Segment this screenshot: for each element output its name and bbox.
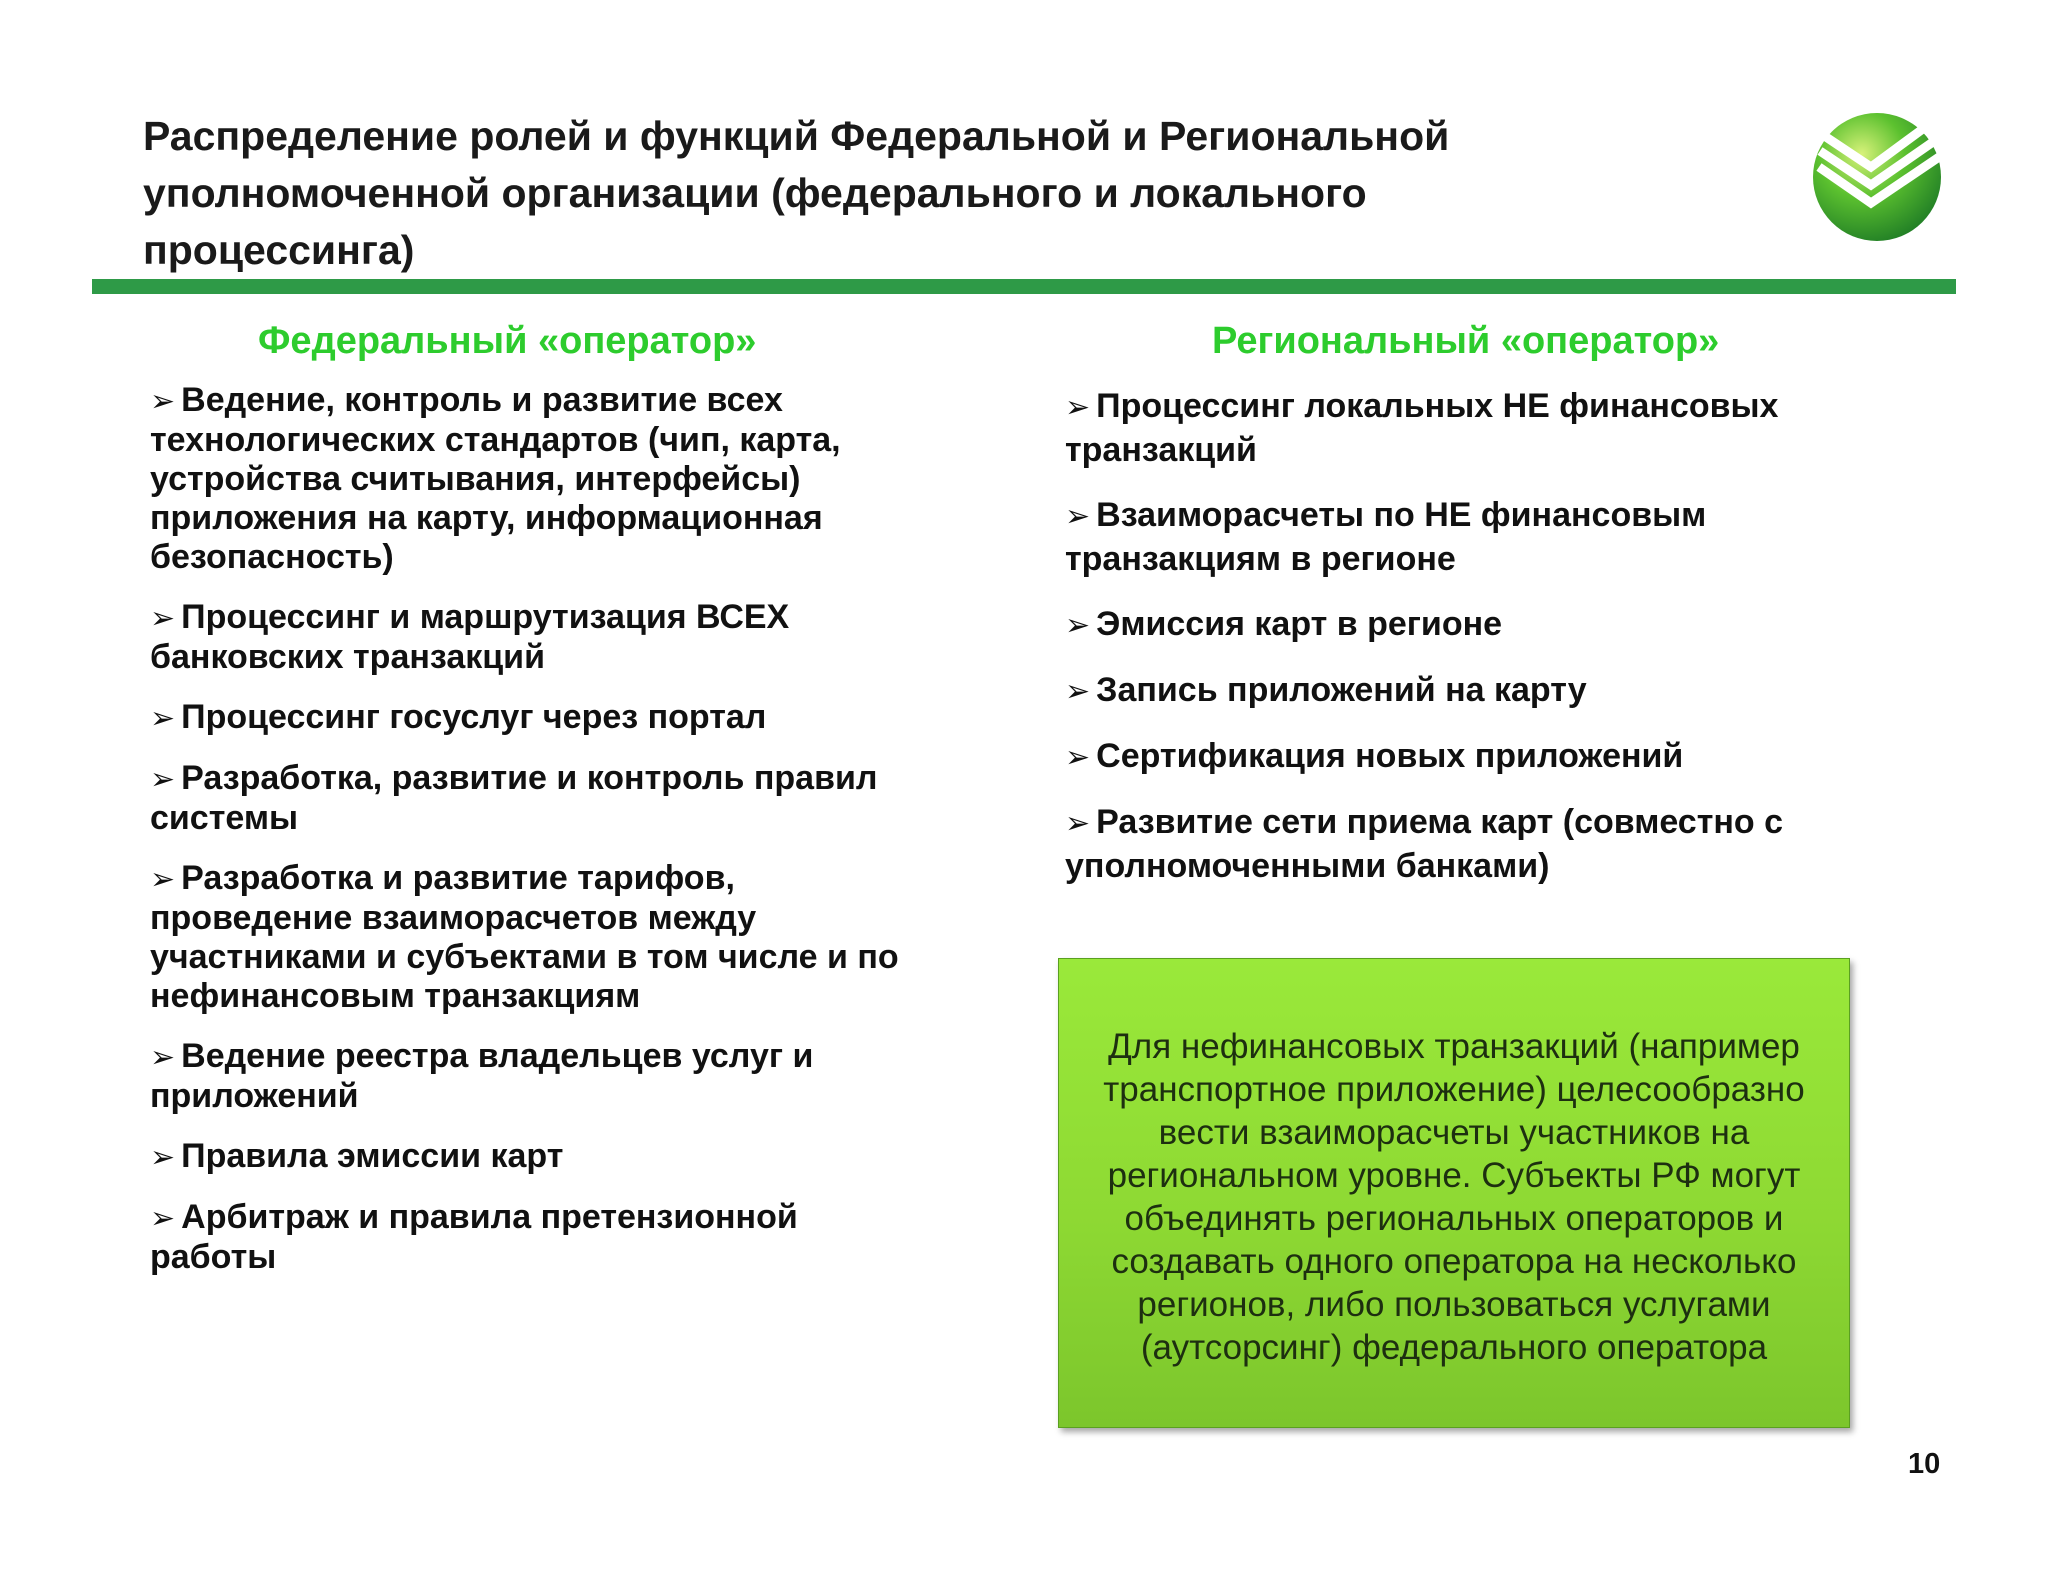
arrow-bullet-icon: ➢: [150, 1202, 176, 1235]
list-item: ➢ Арбитраж и правила претензионной работы: [150, 1198, 798, 1276]
slide-title-line: уполномоченной организации (федерального и локального: [143, 170, 1367, 216]
arrow-bullet-icon: ➢: [150, 385, 176, 418]
regional-list: [1065, 385, 1885, 910]
list-item: ➢ Разработка и развитие тарифов, проведение взаиморасчетов между участниками и субъектами в том числе и по нефинансовым транзакциям: [150, 859, 899, 1015]
list-item: ➢ Процессинг локальных НЕ финансовых транзакций: [1065, 387, 1779, 469]
federal-heading: Федеральный «оператор»: [258, 320, 757, 362]
slide-title-line: Распределение ролей и функций Федеральной и Региональной: [143, 113, 1450, 159]
list-item: ➢ Запись приложений на карту: [1065, 671, 1587, 709]
list-item: ➢ Ведение, контроль и развитие всех технологических стандартов (чип, карта, устройства считывания, интерфейсы) приложения на карту, информационная безопасность): [150, 381, 841, 576]
arrow-bullet-icon: ➢: [150, 1041, 176, 1074]
slide-title: [143, 108, 1703, 279]
arrow-bullet-icon: ➢: [1065, 741, 1091, 774]
regional-heading: Региональный «оператор»: [1212, 320, 1720, 362]
info-callout-text: Для нефинансовых транзакций (например транспортное приложение) целесообразно вести взаиморасчеты участников на региональном уровне. Субъекты РФ могут объединять региональных операторов и создавать одного оператора на несколько регионов, либо пользоваться услугами (аутсорсинг) федерального оператора: [1103, 1027, 1805, 1367]
slide-title-line: процессинга): [143, 227, 415, 273]
federal-list: [150, 381, 990, 1298]
title-divider: [92, 279, 1956, 294]
arrow-bullet-icon: ➢: [1065, 609, 1091, 642]
arrow-bullet-icon: ➢: [150, 602, 176, 635]
list-item: ➢ Взаиморасчеты по НЕ финансовым транзакциям в регионе: [1065, 496, 1707, 578]
arrow-bullet-icon: ➢: [1065, 500, 1091, 533]
list-item: ➢ Процессинг госуслуг через портал: [150, 698, 767, 736]
page-number: 10: [1908, 1448, 1941, 1480]
arrow-bullet-icon: ➢: [150, 763, 176, 796]
list-item: ➢ Правила эмиссии карт: [150, 1137, 564, 1175]
info-callout: [1058, 958, 1850, 1428]
list-item: ➢ Эмиссия карт в регионе: [1065, 605, 1503, 643]
list-item: ➢ Процессинг и маршрутизация ВСЕХ банковских транзакций: [150, 598, 790, 676]
sberbank-logo-icon: [1805, 95, 1955, 245]
arrow-bullet-icon: ➢: [1065, 675, 1091, 708]
list-item: ➢ Разработка, развитие и контроль правил системы: [150, 759, 878, 837]
arrow-bullet-icon: ➢: [150, 702, 176, 735]
arrow-bullet-icon: ➢: [1065, 391, 1091, 424]
arrow-bullet-icon: ➢: [150, 1141, 176, 1174]
list-item: ➢ Развитие сети приема карт (совместно с уполномоченными банками): [1065, 803, 1784, 885]
list-item: ➢ Ведение реестра владельцев услуг и приложений: [150, 1037, 814, 1115]
arrow-bullet-icon: ➢: [150, 863, 176, 896]
arrow-bullet-icon: ➢: [1065, 807, 1091, 840]
list-item: ➢ Сертификация новых приложений: [1065, 737, 1684, 775]
